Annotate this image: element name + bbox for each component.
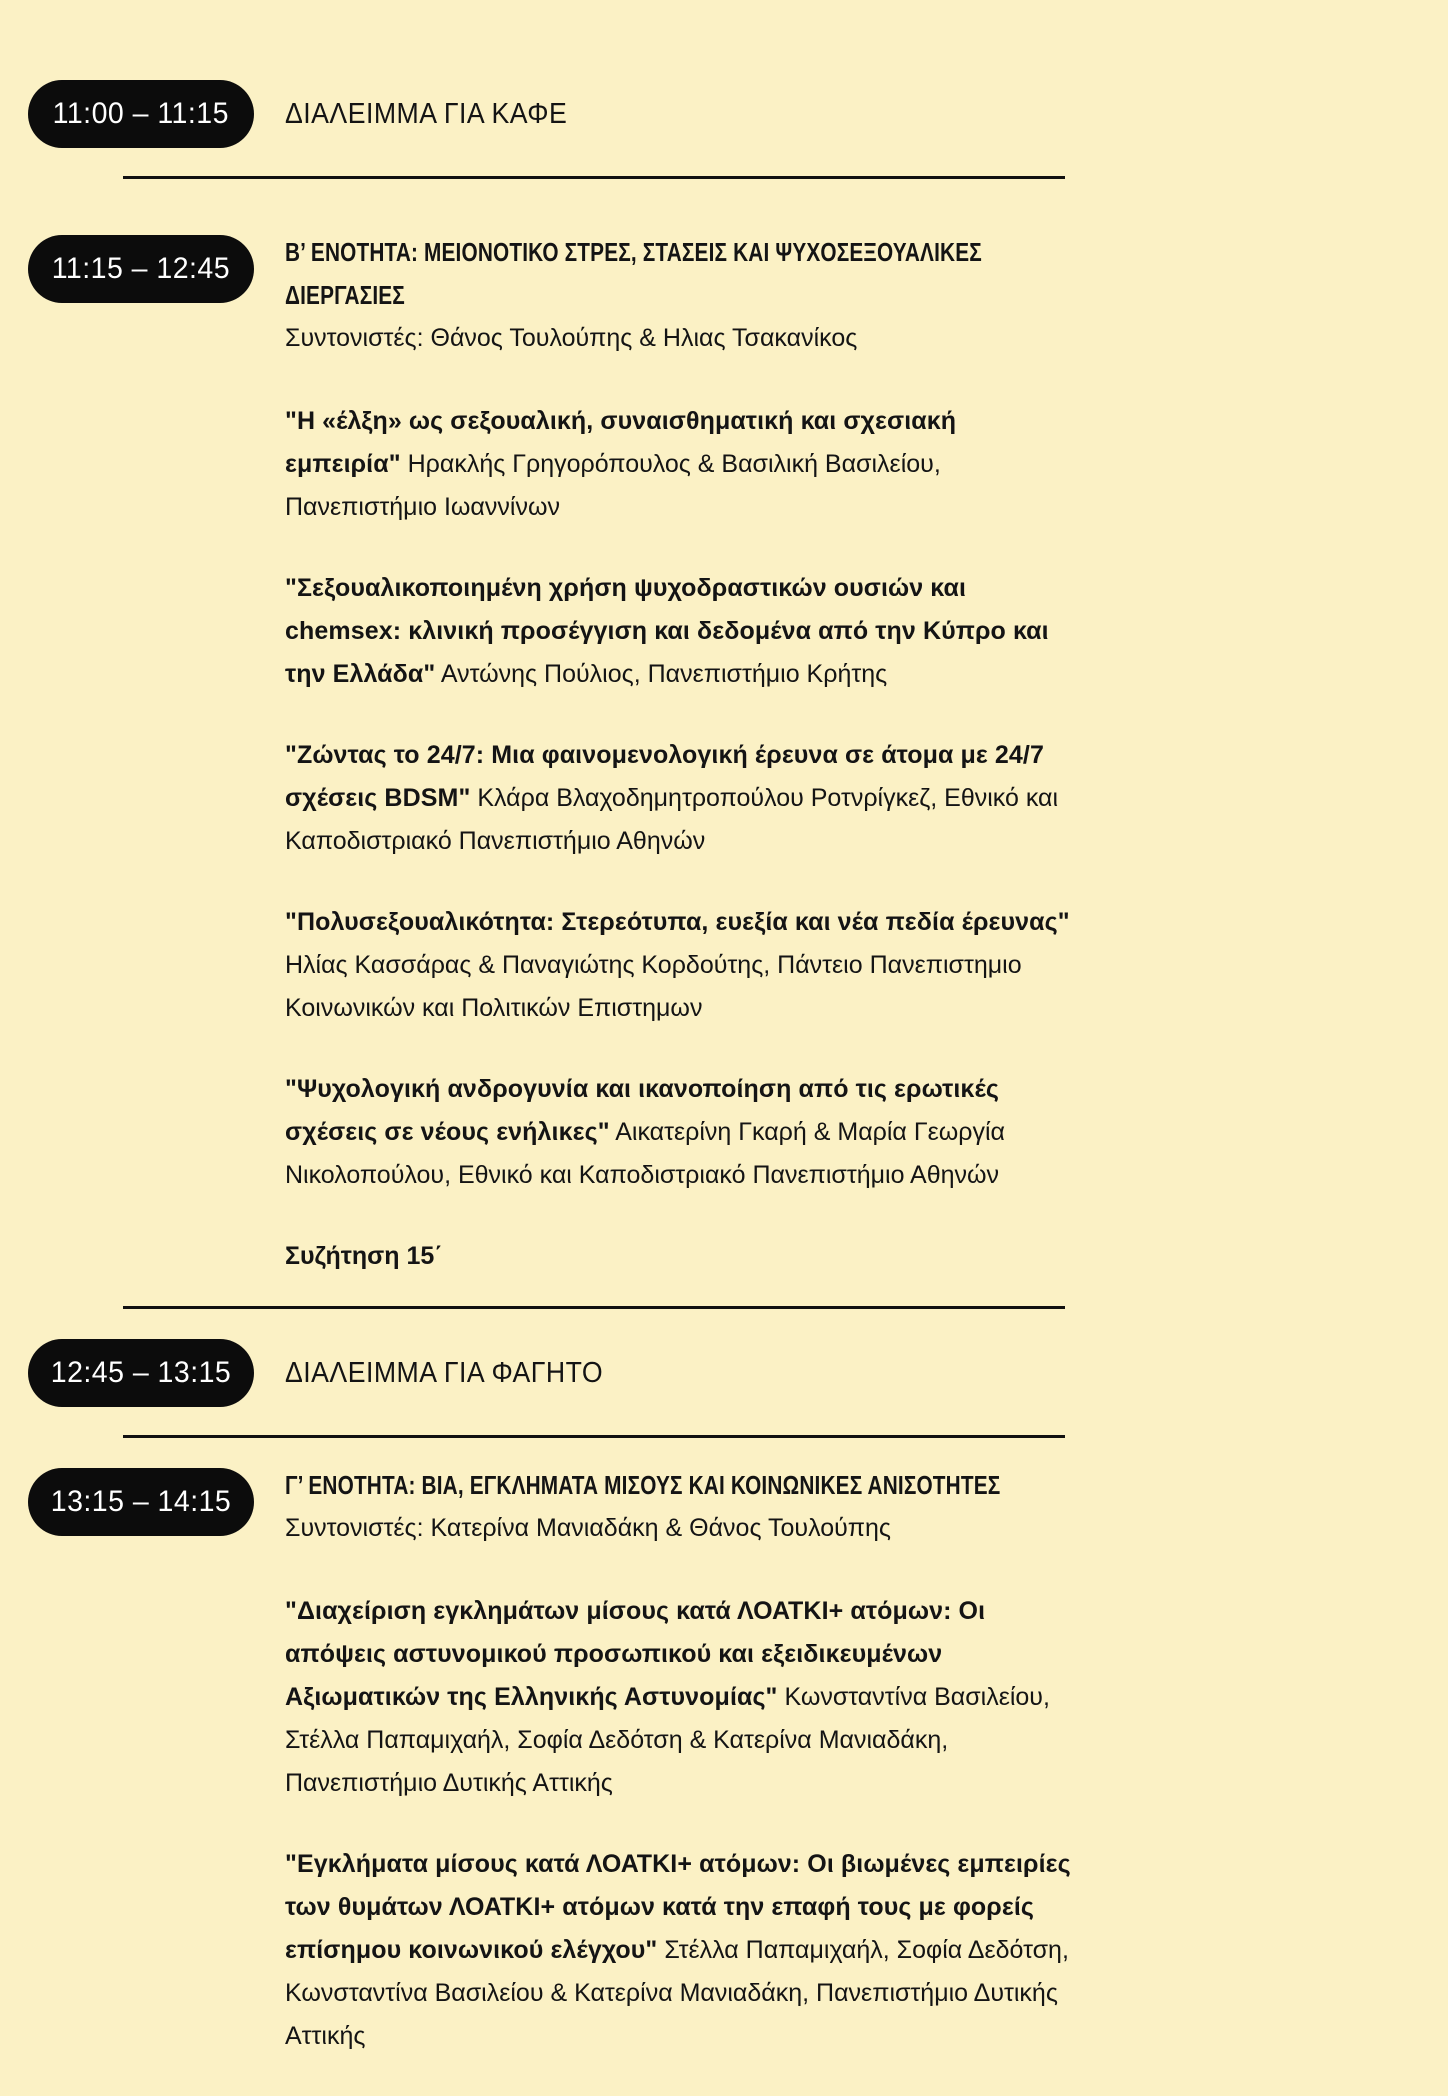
time-label: 13:15 – 14:15 (50, 1485, 232, 1518)
session-title: Β’ ΕΝΟΤΗΤΑ: ΜΕΙΟΝΟΤΙΚΟ ΣΤΡΕΣ, ΣΤΑΣΕΙΣ ΚΑΙ ΨΥΧΟΣΕΞΟΥΑΛΙΚΕΣ ΔΙΕΡΓΑΣΙΕΣ (285, 237, 982, 310)
talk-speakers: Κλάρα Βλαχοδημητροπούλου Ροτνρίγκεζ, Εθνικό και Καποδιστριακό Πανεπιστήμιο Αθηνών (285, 784, 1059, 855)
divider (123, 176, 1065, 179)
time-column (28, 80, 285, 148)
divider (123, 1435, 1065, 1438)
talk-list (285, 1590, 1075, 2058)
schedule-row-session-b (28, 231, 1420, 1278)
talk-list (285, 400, 1075, 1278)
talk-speakers: Κωνσταντίνα Βασιλείου, Στέλλα Παπαμιχαήλ, Σοφία Δεδότση & Κατερίνα Μανιαδάκη, Πανεπιστήμιο Δυτικής Αττικής (285, 1683, 1050, 1797)
talk-speakers: Ηρακλής Γρηγορόπουλος & Βασιλική Βασιλείου, Πανεπιστήμιο Ιωαννίνων (285, 450, 941, 521)
talk (285, 1843, 1075, 2058)
time-label: 11:00 – 11:15 (52, 97, 230, 130)
time-badge (28, 1339, 254, 1407)
schedule-row-lunch-break (28, 1339, 1420, 1407)
talk-title: "Σεξουαλικοποιημένη χρήση ψυχοδραστικών ουσιών και chemsex: κλινική προσέγγιση και δεδομένα από την Κύπρο και την Ελλάδα" (285, 574, 1049, 688)
discussion-note: Συζήτηση 15΄ (285, 1242, 443, 1270)
time-label: 12:45 – 13:15 (50, 1356, 232, 1389)
time-badge (28, 235, 254, 303)
talk-speakers: Αικατερίνη Γκαρή & Μαρία Γεωργία Νικολοπούλου, Εθνικό και Καποδιστριακό Πανεπιστήμιο Αθηνών (285, 1118, 1005, 1189)
talk (285, 400, 1075, 529)
talk (285, 901, 1075, 1030)
break-title: ΔΙΑΛΕΙΜΜΑ ΓΙΑ ΚΑΦΕ (285, 97, 568, 130)
time-column (28, 231, 285, 303)
talk-title: "Πολυσεξουαλικότητα: Στερεότυπα, ευεξία και νέα πεδία έρευνας" (285, 908, 1070, 936)
time-column (28, 1464, 285, 1536)
talk-title: "Εγκλήματα μίσους κατά ΛΟΑΤΚΙ+ ατόμων: Οι βιωμένες εμπειρίες των θυμάτων ΛΟΑΤΚΙ+ ατόμων κατά την επαφή τους με φορείς επίσημου κοινωνικού ελέγχου" (285, 1850, 1071, 1964)
talk-title: "Η «έλξη» ως σεξουαλική, συναισθηματική και σχεσιακή εμπειρία" (285, 407, 957, 478)
talk (285, 1590, 1075, 1805)
talk-speakers: Στέλλα Παπαμιχαήλ, Σοφία Δεδότση, Κωνσταντίνα Βασιλείου & Κατερίνα Μανιαδάκη, Πανεπιστήμιο Δυτικής Αττικής (285, 1936, 1069, 2050)
talk (285, 567, 1075, 696)
session-moderators: Συντονιστές: Θάνος Τουλούπης & Ηλιας Τσακανίκος (285, 324, 858, 352)
session-moderators: Συντονιστές: Κατερίνα Μανιαδάκη & Θάνος Τουλούπης (285, 1514, 891, 1542)
talk-speakers: Αντώνης Πούλιος, Πανεπιστήμιο Κρήτης (440, 660, 888, 688)
schedule-row-coffee-break (28, 80, 1420, 148)
divider (123, 1306, 1065, 1309)
time-badge (28, 80, 254, 148)
talk-title: "Ζώντας το 24/7: Μια φαινομενολογική έρευνα σε άτομα με 24/7 σχέσεις BDSM" (285, 741, 1044, 812)
talk (285, 734, 1075, 863)
session-title: Γ’ ΕΝΟΤΗΤΑ: ΒΙΑ, ΕΓΚΛΗΜΑΤΑ ΜΙΣΟΥΣ ΚΑΙ ΚΟΙΝΩΝΙΚΕΣ ΑΝΙΣΟΤΗΤΕΣ (285, 1470, 1001, 1500)
talk-title: "Ψυχολογική ανδρογυνία και ικανοποίηση από τις ερωτικές σχέσεις σε νέους ενήλικες" (285, 1075, 999, 1146)
talk-title: "Διαχείριση εγκλημάτων μίσους κατά ΛΟΑΤΚΙ+ ατόμων: Οι απόψεις αστυνομικού προσωπικού και εξειδικευμένων Αξιωματικών της Ελληνικής Αστυνομίας" (285, 1597, 986, 1711)
schedule-row-session-c (28, 1464, 1420, 2096)
time-label: 11:15 – 12:45 (51, 252, 231, 285)
break-title: ΔΙΑΛΕΙΜΜΑ ΓΙΑ ΦΑΓΗΤΟ (285, 1356, 604, 1389)
time-column (28, 1339, 285, 1407)
talk-speakers: Ηλίας Κασσάρας & Παναγιώτης Κορδούτης, Πάντειο Πανεπιστημιο Κοινωνικών και Πολιτικών Επιστημων (285, 951, 1022, 1022)
time-badge (28, 1468, 254, 1536)
talk (285, 1068, 1075, 1197)
